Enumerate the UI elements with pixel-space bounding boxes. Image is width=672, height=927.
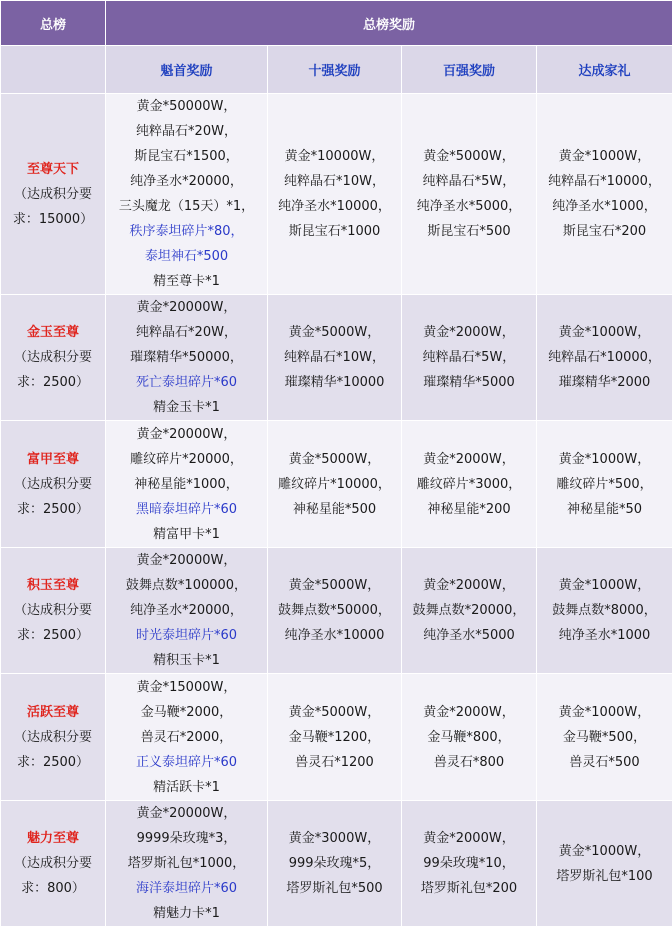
- table-row: [1, 548, 672, 674]
- reward-item: 兽灵石*800: [402, 750, 536, 775]
- reward-item: 99朵玫瑰*10，: [402, 851, 536, 876]
- header-rewards: 总榜奖励: [106, 1, 672, 46]
- first-reward-cell: [106, 295, 268, 421]
- reward-item: 纯粹晶石*20W，: [106, 320, 267, 345]
- rank-name: 活跃至尊: [1, 700, 105, 725]
- top100-reward-cell: [402, 421, 537, 548]
- reward-item: 塔罗斯礼包*200: [402, 876, 536, 901]
- rank-requirement-line: （达成积分要: [1, 851, 105, 876]
- rank-cell: [1, 801, 106, 927]
- rank-requirement-line: （达成积分要: [1, 345, 105, 370]
- reward-item: 雕纹碎片*500，: [537, 472, 672, 497]
- reward-item: 死亡泰坦碎片*60: [106, 370, 267, 395]
- table-row: [1, 295, 672, 421]
- reward-item: 黄金*15000W，: [106, 675, 267, 700]
- top100-reward-cell: [402, 801, 537, 927]
- reward-item: 纯净圣水*10000，: [268, 194, 401, 219]
- top100-reward-cell: [402, 295, 537, 421]
- reward-item: 精积玉卡*1: [106, 648, 267, 673]
- rank-requirement-line: 求：2500）: [1, 497, 105, 522]
- reward-item: 斯昆宝石*1500，: [106, 144, 267, 169]
- reward-item: 兽灵石*1200: [268, 750, 401, 775]
- reward-item: 金马鞭*1200，: [268, 725, 401, 750]
- reward-item: 纯净圣水*20000，: [106, 169, 267, 194]
- reward-item: 黄金*20000W，: [106, 548, 267, 573]
- rank-cell: [1, 421, 106, 548]
- reward-item: 黄金*50000W，: [106, 94, 267, 119]
- first-reward-cell: [106, 548, 268, 674]
- reward-item: 9999朵玫瑰*3，: [106, 826, 267, 851]
- rank-requirement-line: 求：2500）: [1, 370, 105, 395]
- reward-item: 纯粹晶石*5W，: [402, 345, 536, 370]
- table-row: [1, 674, 672, 801]
- rank-name: 富甲至尊: [1, 447, 105, 472]
- top100-reward-cell: [402, 674, 537, 801]
- reward-item: 璀璨精华*50000，: [106, 345, 267, 370]
- first-reward-cell: [106, 674, 268, 801]
- reward-item: 璀璨精华*10000: [268, 370, 401, 395]
- reward-item: 神秘星能*200: [402, 497, 536, 522]
- rank-requirement-line: 求：2500）: [1, 623, 105, 648]
- reward-item: 纯净圣水*5000，: [402, 194, 536, 219]
- reward-item: 精金玉卡*1: [106, 395, 267, 420]
- reward-item: 纯净圣水*1000: [537, 623, 672, 648]
- subheader-achieve: 达成家礼: [537, 46, 672, 94]
- reward-item: 纯粹晶石*20W，: [106, 119, 267, 144]
- reward-item: 时光泰坦碎片*60: [106, 623, 267, 648]
- table-row: [1, 94, 672, 295]
- rank-requirement-line: （达成积分要: [1, 472, 105, 497]
- reward-item: 纯粹晶石*10000，: [537, 345, 672, 370]
- rank-name: 至尊天下: [1, 157, 105, 182]
- subheader-top100: 百强奖励: [402, 46, 537, 94]
- top10-reward-cell: [268, 94, 402, 295]
- reward-item: 斯昆宝石*1000: [268, 219, 401, 244]
- reward-item: 黄金*1000W，: [537, 447, 672, 472]
- reward-item: 黄金*10000W，: [268, 144, 401, 169]
- rank-requirement-line: 求：2500）: [1, 750, 105, 775]
- top10-reward-cell: [268, 801, 402, 927]
- reward-item: 神秘星能*1000，: [106, 472, 267, 497]
- reward-item: 精活跃卡*1: [106, 775, 267, 800]
- reward-item: 黄金*20000W，: [106, 422, 267, 447]
- reward-rows: [1, 94, 672, 927]
- reward-item: 黄金*1000W，: [537, 144, 672, 169]
- subheader-first: 魁首奖励: [106, 46, 268, 94]
- rank-cell: [1, 94, 106, 295]
- reward-item: 兽灵石*2000，: [106, 725, 267, 750]
- reward-item: 鼓舞点数*20000，: [402, 598, 536, 623]
- rank-requirement-line: 求：15000）: [1, 207, 105, 232]
- reward-item: 黄金*5000W，: [268, 320, 401, 345]
- reward-item: 黄金*1000W，: [537, 573, 672, 598]
- reward-item: 纯净圣水*5000: [402, 623, 536, 648]
- subheader-top10: 十强奖励: [268, 46, 402, 94]
- reward-item: 黄金*5000W，: [268, 447, 401, 472]
- reward-item: 神秘星能*500: [268, 497, 401, 522]
- reward-item: 黄金*20000W，: [106, 801, 267, 826]
- reward-item: 纯粹晶石*10W，: [268, 345, 401, 370]
- reward-item: 黄金*1000W，: [537, 320, 672, 345]
- reward-item: 鼓舞点数*8000，: [537, 598, 672, 623]
- reward-item: 塔罗斯礼包*1000，: [106, 851, 267, 876]
- achieve-reward-cell: [537, 295, 672, 421]
- rank-name: 金玉至尊: [1, 320, 105, 345]
- reward-item: 海洋泰坦碎片*60: [106, 876, 267, 901]
- reward-item: 塔罗斯礼包*100: [537, 864, 672, 889]
- reward-item: 秩序泰坦碎片*80，: [106, 219, 267, 244]
- reward-item: 三头魔龙（15天）*1，: [106, 194, 267, 219]
- top10-reward-cell: [268, 548, 402, 674]
- reward-item: 纯净圣水*1000，: [537, 194, 672, 219]
- top10-reward-cell: [268, 421, 402, 548]
- reward-item: 黄金*1000W，: [537, 839, 672, 864]
- rank-requirement-line: （达成积分要: [1, 725, 105, 750]
- reward-item: 斯昆宝石*500: [402, 219, 536, 244]
- reward-item: 黄金*2000W，: [402, 320, 536, 345]
- top100-reward-cell: [402, 548, 537, 674]
- top10-reward-cell: [268, 295, 402, 421]
- table-row: [1, 801, 672, 927]
- achieve-reward-cell: [537, 548, 672, 674]
- rank-cell: [1, 548, 106, 674]
- rank-name: 积玉至尊: [1, 573, 105, 598]
- achieve-reward-cell: [537, 421, 672, 548]
- rank-requirement-line: （达成积分要: [1, 182, 105, 207]
- reward-item: 黄金*1000W，: [537, 700, 672, 725]
- reward-item: 塔罗斯礼包*500: [268, 876, 401, 901]
- reward-item: 精至尊卡*1: [106, 269, 267, 294]
- reward-item: 黄金*5000W，: [402, 144, 536, 169]
- achieve-reward-cell: [537, 94, 672, 295]
- rank-cell: [1, 295, 106, 421]
- reward-item: 纯粹晶石*10000，: [537, 169, 672, 194]
- achieve-reward-cell: [537, 801, 672, 927]
- reward-item: 黄金*20000W，: [106, 295, 267, 320]
- rank-name: 魅力至尊: [1, 826, 105, 851]
- reward-item: 黄金*5000W，: [268, 573, 401, 598]
- top100-reward-cell: [402, 94, 537, 295]
- reward-item: 鼓舞点数*100000，: [106, 573, 267, 598]
- reward-item: 泰坦神石*500: [106, 244, 267, 269]
- reward-item: 正义泰坦碎片*60: [106, 750, 267, 775]
- reward-item: 璀璨精华*5000: [402, 370, 536, 395]
- top10-reward-cell: [268, 674, 402, 801]
- reward-item: 黑暗泰坦碎片*60: [106, 497, 267, 522]
- reward-item: 雕纹碎片*20000，: [106, 447, 267, 472]
- reward-item: 黄金*5000W，: [268, 700, 401, 725]
- reward-item: 精魅力卡*1: [106, 901, 267, 926]
- rank-cell: [1, 674, 106, 801]
- reward-item: 999朵玫瑰*5，: [268, 851, 401, 876]
- first-reward-cell: [106, 801, 268, 927]
- reward-item: 纯粹晶石*10W，: [268, 169, 401, 194]
- reward-item: 雕纹碎片*3000，: [402, 472, 536, 497]
- reward-item: 黄金*2000W，: [402, 826, 536, 851]
- rank-requirement-line: 求：800）: [1, 876, 105, 901]
- reward-item: 雕纹碎片*10000，: [268, 472, 401, 497]
- reward-item: 精富甲卡*1: [106, 522, 267, 547]
- first-reward-cell: [106, 421, 268, 548]
- reward-item: 黄金*2000W，: [402, 447, 536, 472]
- reward-item: 鼓舞点数*50000，: [268, 598, 401, 623]
- reward-item: 黄金*2000W，: [402, 700, 536, 725]
- reward-item: 黄金*2000W，: [402, 573, 536, 598]
- first-reward-cell: [106, 94, 268, 295]
- reward-item: 纯净圣水*20000，: [106, 598, 267, 623]
- reward-item: 金马鞭*800，: [402, 725, 536, 750]
- table-row: [1, 421, 672, 548]
- subheader-blank: [1, 46, 106, 94]
- header-ranking: 总榜: [1, 1, 106, 46]
- reward-item: 斯昆宝石*200: [537, 219, 672, 244]
- reward-item: 兽灵石*500: [537, 750, 672, 775]
- reward-item: 金马鞭*2000，: [106, 700, 267, 725]
- reward-item: 璀璨精华*2000: [537, 370, 672, 395]
- reward-item: 纯净圣水*10000: [268, 623, 401, 648]
- reward-item: 金马鞭*500，: [537, 725, 672, 750]
- achieve-reward-cell: [537, 674, 672, 801]
- reward-item: 纯粹晶石*5W，: [402, 169, 536, 194]
- reward-item: 神秘星能*50: [537, 497, 672, 522]
- rank-requirement-line: （达成积分要: [1, 598, 105, 623]
- reward-item: 黄金*3000W，: [268, 826, 401, 851]
